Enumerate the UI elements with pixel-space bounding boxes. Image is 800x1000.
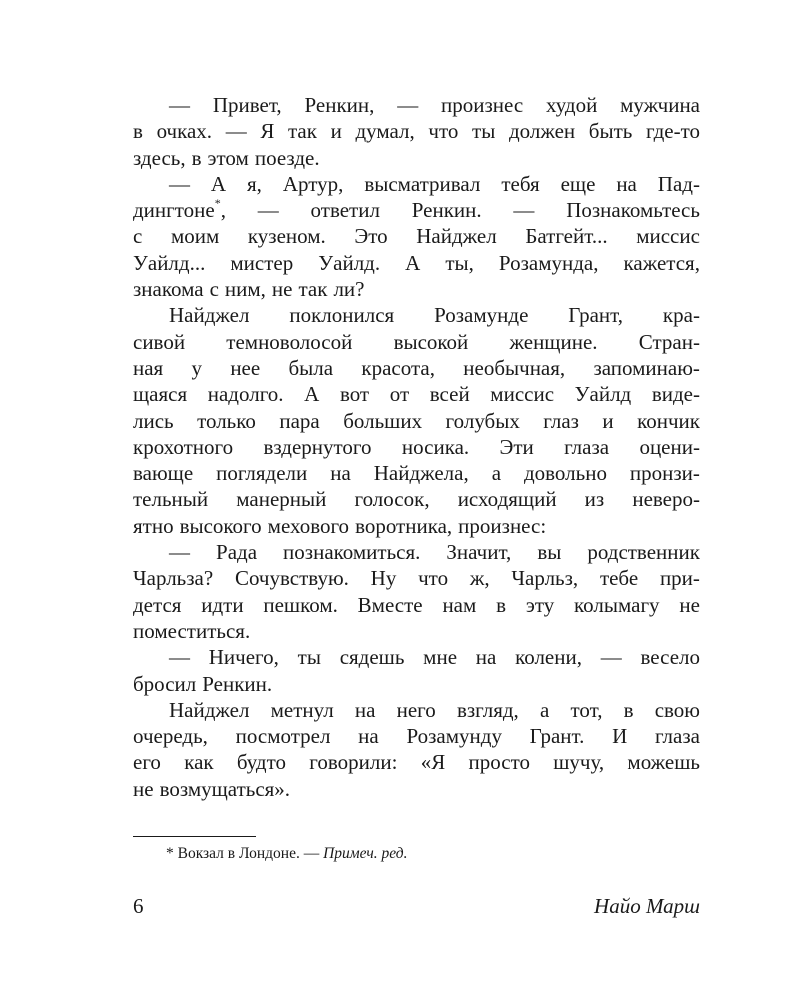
text-line: в очках. — Я так и думал, что ты должен быть где-то — [133, 119, 700, 144]
text-line: знакома с ним, не так ли? — [133, 277, 365, 302]
text-line: бросил Ренкин. — [133, 671, 273, 696]
text-line: Чарльза? Сочувствую. Ну что ж, Чарльз, тебе при- — [133, 566, 700, 591]
text-line: сивой темноволосой высокой женщине. Стран- — [133, 329, 700, 354]
running-footer-author: Найо Марш — [594, 894, 700, 918]
text-line: ятно высокого мехового воротника, произнес: — [133, 513, 547, 538]
footnote-marker: * — [166, 845, 174, 862]
footnote-text: Вокзал в Лондоне. — — [177, 845, 320, 862]
text-line: поместиться. — [133, 618, 251, 643]
text-line: не возмущаться». — [133, 776, 291, 801]
text-line: дется идти пешком. Вместе нам в эту колымагу не — [133, 592, 700, 617]
text-line: здесь, в этом поезде. — [133, 145, 320, 170]
body-text — [133, 92, 700, 802]
text-line: — Привет, Ренкин, — произнес худой мужчина — [169, 93, 700, 117]
footnote-editor-note: Примеч. ред. — [323, 845, 408, 862]
footnote-separator — [133, 836, 256, 837]
text-line: крохотного вздернутого носика. Эти глаза оцени- — [133, 434, 700, 459]
text-line: вающе поглядели на Найджела, а довольно пронзи- — [133, 461, 700, 486]
text-line: ная у нее была красота, необычная, запоминаю- — [133, 355, 700, 380]
text-line: щаяся надолго. А вот от всей миссис Уайлд виде- — [133, 382, 700, 407]
text-line: Найджел метнул на него взгляд, а тот, в свою — [169, 697, 700, 722]
text-line: Уайлд... мистер Уайлд. А ты, Розамунда, кажется, — [133, 250, 700, 275]
footnote — [166, 844, 407, 864]
text-line: его как будто говорили: «Я просто шучу, можешь — [133, 750, 700, 775]
text-line: тельный манерный голосок, исходящий из неверо- — [133, 487, 700, 512]
text-line: Найджел поклонился Розамунде Грант, кра- — [169, 303, 700, 328]
text-line: — А я, Артур, высматривал тебя еще на Пад- — [169, 171, 700, 196]
text-line: дингтоне*, — ответил Ренкин. — Познакомьтесь — [133, 196, 700, 223]
text-line: — Рада познакомиться. Значит, вы родственник — [169, 540, 700, 565]
page-number: 6 — [133, 894, 144, 918]
text-line: лись только пара больших голубых глаз и кончик — [133, 408, 700, 433]
text-line: с моим кузеном. Это Найджел Батгейт... миссис — [133, 224, 700, 249]
text-line: — Ничего, ты сядешь мне на колени, — весело — [169, 645, 700, 670]
text-line: очередь, посмотрел на Розамунду Грант. И глаза — [133, 724, 700, 749]
